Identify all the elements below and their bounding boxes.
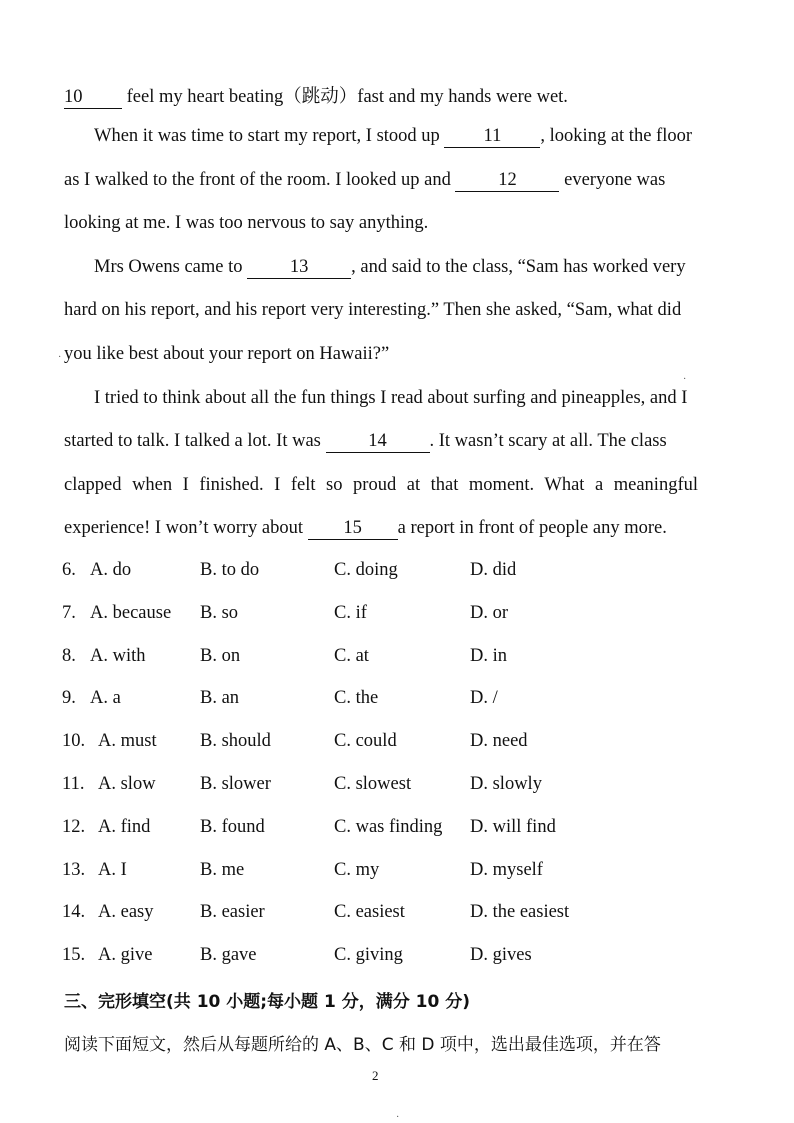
- option-c[interactable]: C. was finding: [334, 816, 443, 837]
- passage-text: started to talk. I talked a lot. It was: [64, 431, 326, 451]
- option-a[interactable]: A. find: [98, 816, 151, 837]
- option-b[interactable]: B. slower: [200, 774, 271, 794]
- scan-speck: ·: [683, 374, 687, 385]
- option-c[interactable]: C. if: [334, 602, 367, 623]
- passage-line: clapped when I finished. I felt so proud at that moment. What a meaningful: [64, 475, 698, 495]
- option-c[interactable]: C. slowest: [334, 774, 412, 794]
- passage-text: a report in front of people any more.: [397, 518, 667, 538]
- option-d[interactable]: D. will find: [470, 816, 556, 837]
- option-a[interactable]: A. because: [90, 602, 172, 623]
- passage-text: Mrs Owens came to: [94, 257, 248, 277]
- option-c[interactable]: C. my: [334, 859, 380, 880]
- option-b[interactable]: B. easier: [200, 902, 265, 923]
- option-a[interactable]: A. give: [98, 945, 153, 966]
- option-c[interactable]: C. the: [334, 688, 379, 709]
- passage-line: [64, 82, 568, 109]
- passage-line: looking at me. I was too nervous to say anything.: [64, 213, 429, 233]
- answer-blank: 12: [455, 171, 559, 192]
- passage-text: experience! I won’t worry about: [64, 518, 308, 538]
- option-b[interactable]: B. gave: [200, 945, 257, 966]
- question-number: 9.: [62, 688, 76, 709]
- option-c[interactable]: C. giving: [334, 945, 403, 966]
- option-a[interactable]: A. with: [90, 645, 146, 666]
- answer-blank: 15: [308, 519, 398, 540]
- option-b[interactable]: B. to do: [200, 560, 260, 580]
- page-number: 2: [372, 1068, 379, 1083]
- passage-text: . It wasn’t scary at all. The class: [429, 431, 667, 451]
- question-number: 10.: [62, 731, 86, 752]
- question-number: 15.: [62, 945, 86, 966]
- passage-text: as I walked to the front of the room. I looked up and: [64, 170, 456, 190]
- option-a[interactable]: A. easy: [98, 902, 154, 923]
- answer-blank: 13: [247, 258, 351, 279]
- question-number: 12.: [62, 816, 86, 837]
- option-b[interactable]: B. should: [200, 731, 271, 752]
- passage-line: [64, 518, 667, 540]
- passage-line: you like best about your report on Hawaii?”: [64, 344, 390, 364]
- passage-text: , and said to the class, “Sam has worked very: [351, 257, 686, 277]
- passage-line: hard on his report, and his report very interesting.” Then she asked, “Sam, what did: [64, 300, 682, 320]
- option-a[interactable]: A. slow: [98, 774, 156, 794]
- passage-line: I tried to think about all the fun things I read about surfing and pineapples, and I: [94, 388, 688, 408]
- option-d[interactable]: D. the easiest: [470, 902, 570, 923]
- answer-blank: 14: [326, 432, 430, 453]
- option-a[interactable]: A. do: [90, 560, 132, 580]
- option-b[interactable]: B. an: [200, 688, 240, 709]
- option-d[interactable]: D. in: [470, 645, 507, 666]
- option-b[interactable]: B. me: [200, 859, 245, 880]
- option-d[interactable]: D. gives: [470, 945, 532, 966]
- option-c[interactable]: C. easiest: [334, 902, 405, 923]
- option-d[interactable]: D. or: [470, 602, 509, 623]
- option-d[interactable]: D. did: [470, 560, 517, 580]
- option-a[interactable]: A. must: [98, 731, 157, 752]
- option-c[interactable]: C. doing: [334, 560, 398, 580]
- question-number: 13.: [62, 859, 86, 880]
- section-instruction: 阅读下面短文，然后从每题所给的 A、B、C 和 D 项中，选出最佳选项，并在答: [64, 1035, 661, 1055]
- option-d[interactable]: D. myself: [470, 859, 543, 880]
- option-a[interactable]: A. I: [98, 859, 127, 880]
- section-heading: 三、完形填空(共 10 小题;每小题 1 分，满分 10 分): [64, 992, 470, 1012]
- question-number: 8.: [62, 645, 76, 666]
- option-d[interactable]: D. /: [470, 688, 498, 709]
- option-b[interactable]: B. found: [200, 816, 265, 837]
- passage-line: [94, 126, 692, 148]
- answer-blank: 10: [64, 88, 122, 109]
- question-number: 6.: [62, 560, 76, 580]
- option-d[interactable]: D. slowly: [470, 774, 542, 794]
- option-c[interactable]: C. at: [334, 645, 369, 666]
- option-a[interactable]: A. a: [90, 688, 121, 709]
- question-number: 14.: [62, 902, 86, 923]
- passage-line: [94, 257, 686, 279]
- option-b[interactable]: B. so: [200, 602, 239, 623]
- question-number: 7.: [62, 602, 76, 623]
- passage-text: everyone was: [559, 170, 666, 190]
- passage-text: feel my heart beating（跳动）fast and my hands were wet.: [122, 87, 568, 107]
- passage-line: [64, 170, 665, 192]
- scan-speck: ·: [396, 1112, 400, 1123]
- passage-line: [64, 431, 667, 453]
- answer-blank: 11: [444, 127, 540, 148]
- scan-speck: ·: [58, 352, 62, 363]
- passage-text: , looking at the floor: [540, 126, 692, 146]
- option-d[interactable]: D. need: [470, 731, 528, 752]
- question-number: 11.: [62, 774, 85, 794]
- option-c[interactable]: C. could: [334, 731, 397, 752]
- option-b[interactable]: B. on: [200, 645, 241, 666]
- passage-text: When it was time to start my report, I stood up: [94, 126, 445, 146]
